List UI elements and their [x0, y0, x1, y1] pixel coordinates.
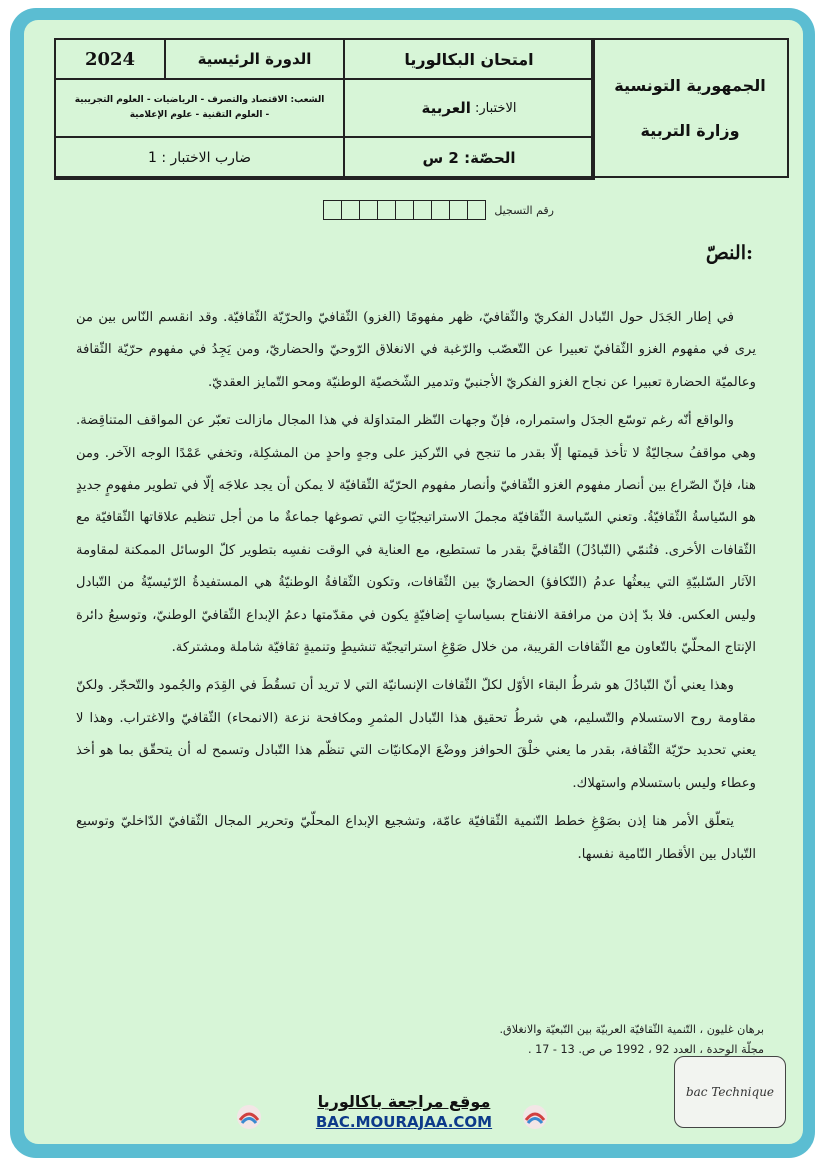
registration-box[interactable]: [413, 201, 431, 219]
footer: [24, 1086, 803, 1144]
ministry-cell: [591, 38, 789, 178]
site-name-arabic[interactable]: موقع مراجعة باكالوريا: [317, 1092, 491, 1111]
sections-line1: الاقتصاد والتصرف - الرياضيات - العلوم التجريبية: [74, 95, 288, 105]
registration-box[interactable]: [324, 201, 341, 219]
registration-box[interactable]: [395, 201, 413, 219]
registration-box[interactable]: [377, 201, 395, 219]
session-cell: الدورة الرئيسية: [164, 38, 345, 80]
paragraph: يتعلّق الأمر هنا إذن بصَوْغِ خطط التّنمية الثّقافيّة عامّة، وتشجيع الإبداع المحلّيّ وتحرير المجال الثّقافيّ الدّاخليّ وتوسيع التّبادل بين الأقطار النّامية نفسها.: [76, 814, 756, 862]
registration-row: [304, 198, 554, 222]
country-name: الجمهورية التونسية: [614, 76, 766, 95]
paragraph: والواقع أنّه رغم توسّع الجدَل واستمراره، فإنّ وجهات النّظر المتداوَلة في هذا المجال مازالت تعبّر عن المواقف المتناقِضة. وهي مواقفُ سجاليّةٌ لا تأخذ قيمتها إلّا بقدر ما تنجح في التّركيز على وجهٍ واحدٍ من المشكِلة، وتخفي عَمْدًا الوجه الآخر. ومن هنا، فإنّ الصّراع بين أنصار مفهوم الغزو الثّقافيّ وأنصار مفهوم الحرّيّة الثّقافيّة لا يمكن أن يجد علاجَه إلّا في تطوير مفهومٍ جديدٍ هو السّياسةُ الثّقافيّةُ. وتعني السّياسة الثّقافيّة مجملَ الاستراتيجيّاتِ التي تصوغها جماعةٌ ما من أجل تنظيم علاقاتها الثّقافيّة مع الثّقافات الأخرى. فتُنمّي (التّبادُلَ) الثّقافيَّ بقدر ما تستطيع، مع العناية في الوقت نفسِه بتطوير كلّ الوسائل الممكنة لمقاومة الآثار السّلبيّةِ التي يبعثُها عدمُ (التّكافؤ) الحضاريّ بين الثّقافات، وتكون الثّقافةُ الوطنيّةُ هي المستفيدةُ الرّئيسيّةُ من التّبادل وليس العكس. فلا بدّ إذن من مرافقة الانفتاح بسياساتٍ إضافيّةٍ يكون في مقدّمتها دعمُ الإبداع الثّقافيّ الوطنيّ، وتوسيعُ دائرة الإنتاج المحلّيّ بالتّعاون مع الثّقافات القريبة، من خلال صَوْغِ استراتيجيّة تنشيطٍ وتنميةٍ ثقافيّة شاملة ومشتركة.: [76, 413, 756, 656]
registration-box[interactable]: [431, 201, 449, 219]
site-brand[interactable]: [284, 1092, 524, 1131]
bac-logo-icon: [234, 1104, 264, 1130]
registration-box[interactable]: [467, 201, 485, 219]
bac-technique-stamp: bac Technique: [674, 1056, 786, 1128]
paragraph: في إطار الجَدَل حول التّبادل الفكريّ والثّقافيّ، ظهر مفهومًا (الغزو) الثّقافيّ والحرّيّة الثّقافيّة. وقد انقسم النّاس بين من يرى في مفهوم الغزو الثّقافيّ تعبيرا عن التّعصّب والرّغبة في الانغلاق الرّوحيّ والحضاريّ، ومن يَجِدُ في مفهوم حرّيّة الثّقافة وعالميّة الحضارة تعبيرا عن نجاح الغزو الفكريّ الأجنبيّ وتدمير الشّخصيّة الوطنيّة ومحو التّمايز العقديّ.: [76, 310, 756, 390]
site-url[interactable]: BAC.MOURAJAA.COM: [315, 1113, 493, 1131]
source-citation: [84, 1020, 764, 1060]
subject-value: العربية: [421, 99, 471, 117]
registration-box[interactable]: [449, 201, 467, 219]
registration-boxes[interactable]: [323, 200, 486, 220]
sections-cell: [54, 78, 345, 138]
duration-cell: الحصّة: 2 س: [343, 136, 595, 180]
source-line1: برهان غليون ، التّنمية الثّقافيّة العربيّة بين التّبعيّة والانغلاق.: [499, 1023, 764, 1036]
exam-year: 2024: [54, 38, 166, 80]
paragraph: وهذا يعني أنّ التّبادُلَ هو شرطُ البقاء الأوّل لكلّ الثّقافات الإنسانيّة التي لا تريد أن تسقُطَ في القِدَم والجُمود والتّحجّر. ولكنّ مقاومة روح الاستسلام والتّسليم، هي شرطُ تحقيق هذا التّبادل المثمرِ ومكافحة نزعة (الانمحاء) الثّقافيّ والاغتراب. وهذا لا يعني تحديد حرّيّة الثّقافة، بقدر ما يعني خلْقَ الحوافز ووضْعَ الإمكانيّات التي تنظّم هذا التّبادل وتسمح له أن يتحقّق بما هو أخذ وعطاء وليس باستسلام واستهلاك.: [76, 678, 756, 791]
registration-box[interactable]: [359, 201, 377, 219]
header-table: [54, 38, 789, 178]
subject-label: الاختبار:: [474, 100, 517, 116]
body-text: [76, 302, 756, 877]
exam-title: امتحان البكالوريا: [343, 38, 595, 80]
sections-label: الشعب:: [290, 95, 325, 105]
text-title: النصّ:: [705, 242, 753, 264]
sections-line2: - العلوم التقنية - علوم الإعلامية: [129, 110, 270, 120]
bac-logo-icon: [520, 1104, 550, 1130]
ministry-name: وزارة التربية: [640, 121, 740, 140]
exam-paper: [24, 20, 803, 1144]
subject-cell: [343, 78, 595, 138]
registration-box[interactable]: [341, 201, 359, 219]
source-line2: مجلّة الوحدة ، العدد 92 ، 1992 ص ص. 13 - 17 .: [528, 1043, 764, 1056]
coefficient-cell: ضارب الاختبار : 1: [54, 136, 345, 180]
registration-label: رقم التسجيل: [494, 203, 554, 217]
